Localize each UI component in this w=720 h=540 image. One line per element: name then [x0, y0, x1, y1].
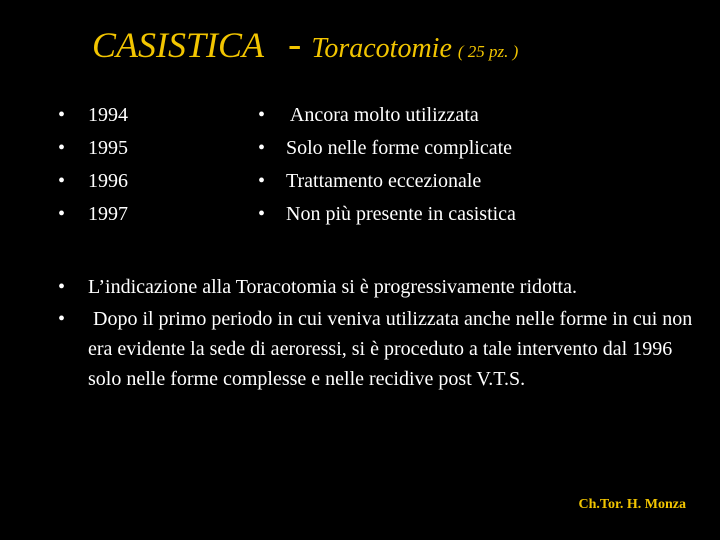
footer-credit: Ch.Tor. H. Monza: [578, 497, 686, 512]
bullet-icon: •: [58, 137, 66, 159]
bullet-icon: •: [58, 104, 66, 126]
paragraph-text: L’indicazione alla Toracotomia si è progressivamente ridotta.: [88, 276, 577, 298]
note-text: Non più presente in casistica: [286, 203, 516, 225]
title-dash: -: [288, 21, 302, 66]
bullet-icon: •: [58, 276, 66, 298]
note-text: Solo nelle forme complicate: [286, 137, 513, 159]
title-patient-count: ( 25 pz. ): [457, 42, 519, 61]
paragraph-item: [58, 304, 698, 394]
paragraph-list: [58, 272, 698, 396]
title-main: CASISTICA: [92, 25, 265, 65]
note-text: Ancora molto utilizzata: [286, 104, 479, 126]
year-label: 1996: [88, 170, 128, 192]
paragraph-text: Dopo il primo periodo in cui veniva utilizzata anche nelle forme in cui non era evidente la sede di aeroressi, si è proceduto a tale intervento dal 1996 solo nelle forme complesse e nelle recidive post V.T.S.: [88, 308, 698, 390]
bullet-icon: •: [58, 203, 66, 225]
title-subtitle: Toracotomie: [311, 33, 452, 64]
bullet-icon: •: [258, 170, 266, 192]
bullet-icon: •: [58, 308, 66, 330]
bullet-icon: •: [258, 203, 266, 225]
bullet-icon: •: [258, 137, 266, 159]
year-label: 1995: [88, 137, 128, 159]
year-label: 1994: [88, 104, 128, 126]
bullet-icon: •: [258, 104, 266, 126]
paragraph-item: [58, 272, 698, 302]
slide-title: [92, 22, 652, 75]
bullet-icon: •: [58, 170, 66, 192]
year-label: 1997: [88, 203, 128, 225]
note-text: Trattamento eccezionale: [286, 170, 482, 192]
